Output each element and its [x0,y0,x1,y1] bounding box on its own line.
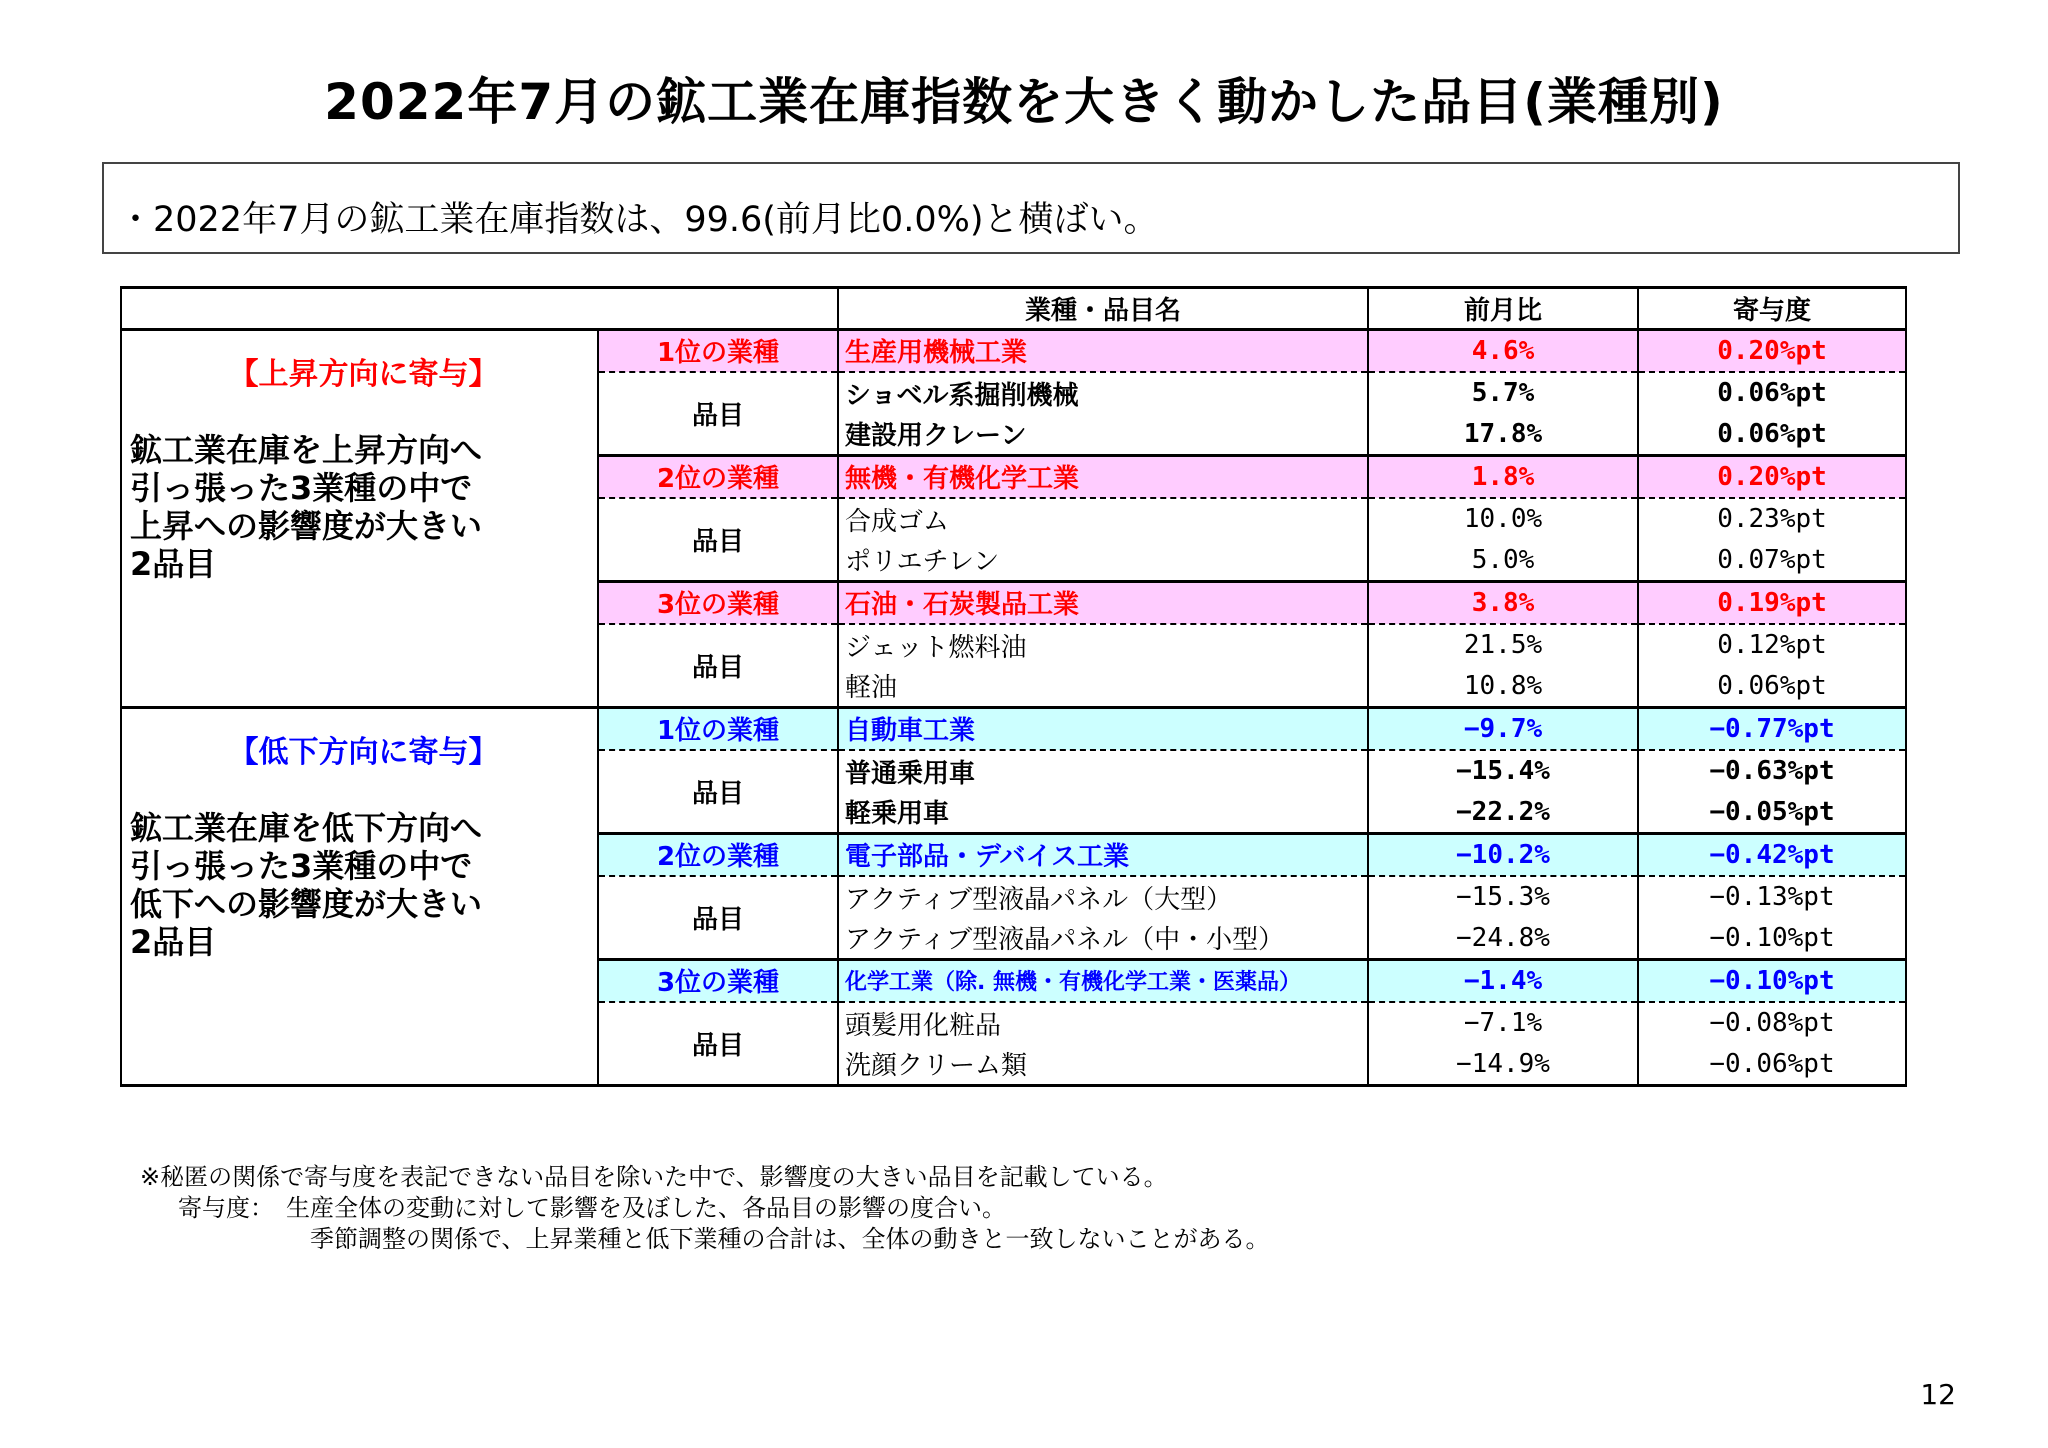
industry-contribution: 0.20%pt [1638,456,1906,498]
footnotes [140,1162,1270,1255]
summary-text: ・2022年7月の鉱工業在庫指数は、99.6(前月比0.0%)と横ばい。 [118,200,1159,240]
description-line: 2品目 [130,545,217,583]
table-body [121,330,1906,1086]
industry-rank: 3位の業種 [598,582,838,624]
item-name: ジェット燃料油 [838,624,1368,666]
industry-row [121,708,1906,750]
item-contribution: 0.06%pt [1638,372,1906,414]
industry-contribution: −0.42%pt [1638,834,1906,876]
description-line: 上昇への影響度が大きい [130,507,483,545]
industry-rank: 1位の業種 [598,708,838,750]
note-line-1: ※秘匿の関係で寄与度を表記できない品目を除いた中で、影響度の大きい品目を記載している。 [140,1163,1168,1191]
industry-rank: 1位の業種 [598,330,838,372]
page-number: 12 [1920,1378,1956,1411]
description-line: 鉱工業在庫を上昇方向へ [130,431,483,469]
header-mom: 前月比 [1368,288,1638,330]
item-contribution: 0.23%pt [1638,498,1906,540]
item-contribution: −0.13%pt [1638,876,1906,918]
section-heading: 【低下方向に寄与】 [228,735,499,770]
item-contribution: −0.05%pt [1638,792,1906,834]
item-mom: −24.8% [1368,918,1638,960]
industry-name: 自動車工業 [838,708,1368,750]
industry-contribution: 0.19%pt [1638,582,1906,624]
industry-mom: 3.8% [1368,582,1638,624]
industry-rank: 2位の業種 [598,456,838,498]
down-section-label [121,708,598,1086]
table-header-row [121,288,1906,330]
page-title: 2022年7月の鉱工業在庫指数を大きく動かした品目(業種別) [324,73,1724,131]
item-contribution: 0.12%pt [1638,624,1906,666]
item-mom: 10.0% [1368,498,1638,540]
item-contribution: −0.10%pt [1638,918,1906,960]
item-name: 合成ゴム [838,498,1368,540]
description-line: 引っ張った3業種の中で [130,847,473,885]
industry-name: 石油・石炭製品工業 [838,582,1368,624]
summary-box [102,162,1960,254]
description-line: 2品目 [130,923,217,961]
industry-row [121,330,1906,372]
industry-contribution: −0.77%pt [1638,708,1906,750]
items-label: 品目 [598,750,838,834]
industry-rank: 2位の業種 [598,834,838,876]
industry-mom: −1.4% [1368,960,1638,1002]
item-mom: 10.8% [1368,666,1638,708]
item-name: 建設用クレーン [838,414,1368,456]
industry-mom: −10.2% [1368,834,1638,876]
items-label: 品目 [598,1002,838,1086]
item-mom: 21.5% [1368,624,1638,666]
description-line: 引っ張った3業種の中で [130,469,473,507]
item-mom: −22.2% [1368,792,1638,834]
items-label: 品目 [598,372,838,456]
industry-mom: 4.6% [1368,330,1638,372]
item-contribution: −0.63%pt [1638,750,1906,792]
header-blank [121,288,838,330]
section-description [130,431,597,583]
item-mom: −14.9% [1368,1044,1638,1086]
industry-name: 無機・有機化学工業 [838,456,1368,498]
description-line: 低下への影響度が大きい [130,885,483,923]
item-name: ポリエチレン [838,540,1368,582]
item-contribution: 0.06%pt [1638,414,1906,456]
contribution-table [120,286,1907,1087]
description-line: 鉱工業在庫を低下方向へ [130,809,483,847]
industry-mom: −9.7% [1368,708,1638,750]
items-label: 品目 [598,624,838,708]
header-contribution: 寄与度 [1638,288,1906,330]
item-name: 軽乗用車 [838,792,1368,834]
item-name: アクティブ型液晶パネル（大型） [838,876,1368,918]
industry-name: 化学工業（除. 無機・有機化学工業・医薬品） [838,960,1368,1002]
item-name: 頭髪用化粧品 [838,1002,1368,1044]
note-line-2: 寄与度： 生産全体の変動に対して影響を及ぼした、各品目の影響の度合い。 [178,1194,1006,1222]
item-name: ショベル系掘削機械 [838,372,1368,414]
section-heading: 【上昇方向に寄与】 [228,357,499,392]
item-mom: 5.7% [1368,372,1638,414]
item-name: 軽油 [838,666,1368,708]
item-mom: 17.8% [1368,414,1638,456]
industry-mom: 1.8% [1368,456,1638,498]
item-name: アクティブ型液晶パネル（中・小型） [838,918,1368,960]
item-contribution: 0.06%pt [1638,666,1906,708]
industry-name: 電子部品・デバイス工業 [838,834,1368,876]
item-mom: −15.3% [1368,876,1638,918]
industry-contribution: 0.20%pt [1638,330,1906,372]
item-contribution: −0.06%pt [1638,1044,1906,1086]
item-mom: 5.0% [1368,540,1638,582]
item-name: 普通乗用車 [838,750,1368,792]
header-name: 業種・品目名 [838,288,1368,330]
industry-name: 生産用機械工業 [838,330,1368,372]
items-label: 品目 [598,876,838,960]
note-line-3: 季節調整の関係で、上昇業種と低下業種の合計は、全体の動きと一致しないことがある。 [310,1225,1270,1253]
item-name: 洗顔クリーム類 [838,1044,1368,1086]
industry-rank: 3位の業種 [598,960,838,1002]
up-section-label [121,330,598,708]
item-contribution: −0.08%pt [1638,1002,1906,1044]
item-contribution: 0.07%pt [1638,540,1906,582]
item-mom: −7.1% [1368,1002,1638,1044]
item-mom: −15.4% [1368,750,1638,792]
section-description [130,809,597,961]
industry-contribution: −0.10%pt [1638,960,1906,1002]
items-label: 品目 [598,498,838,582]
